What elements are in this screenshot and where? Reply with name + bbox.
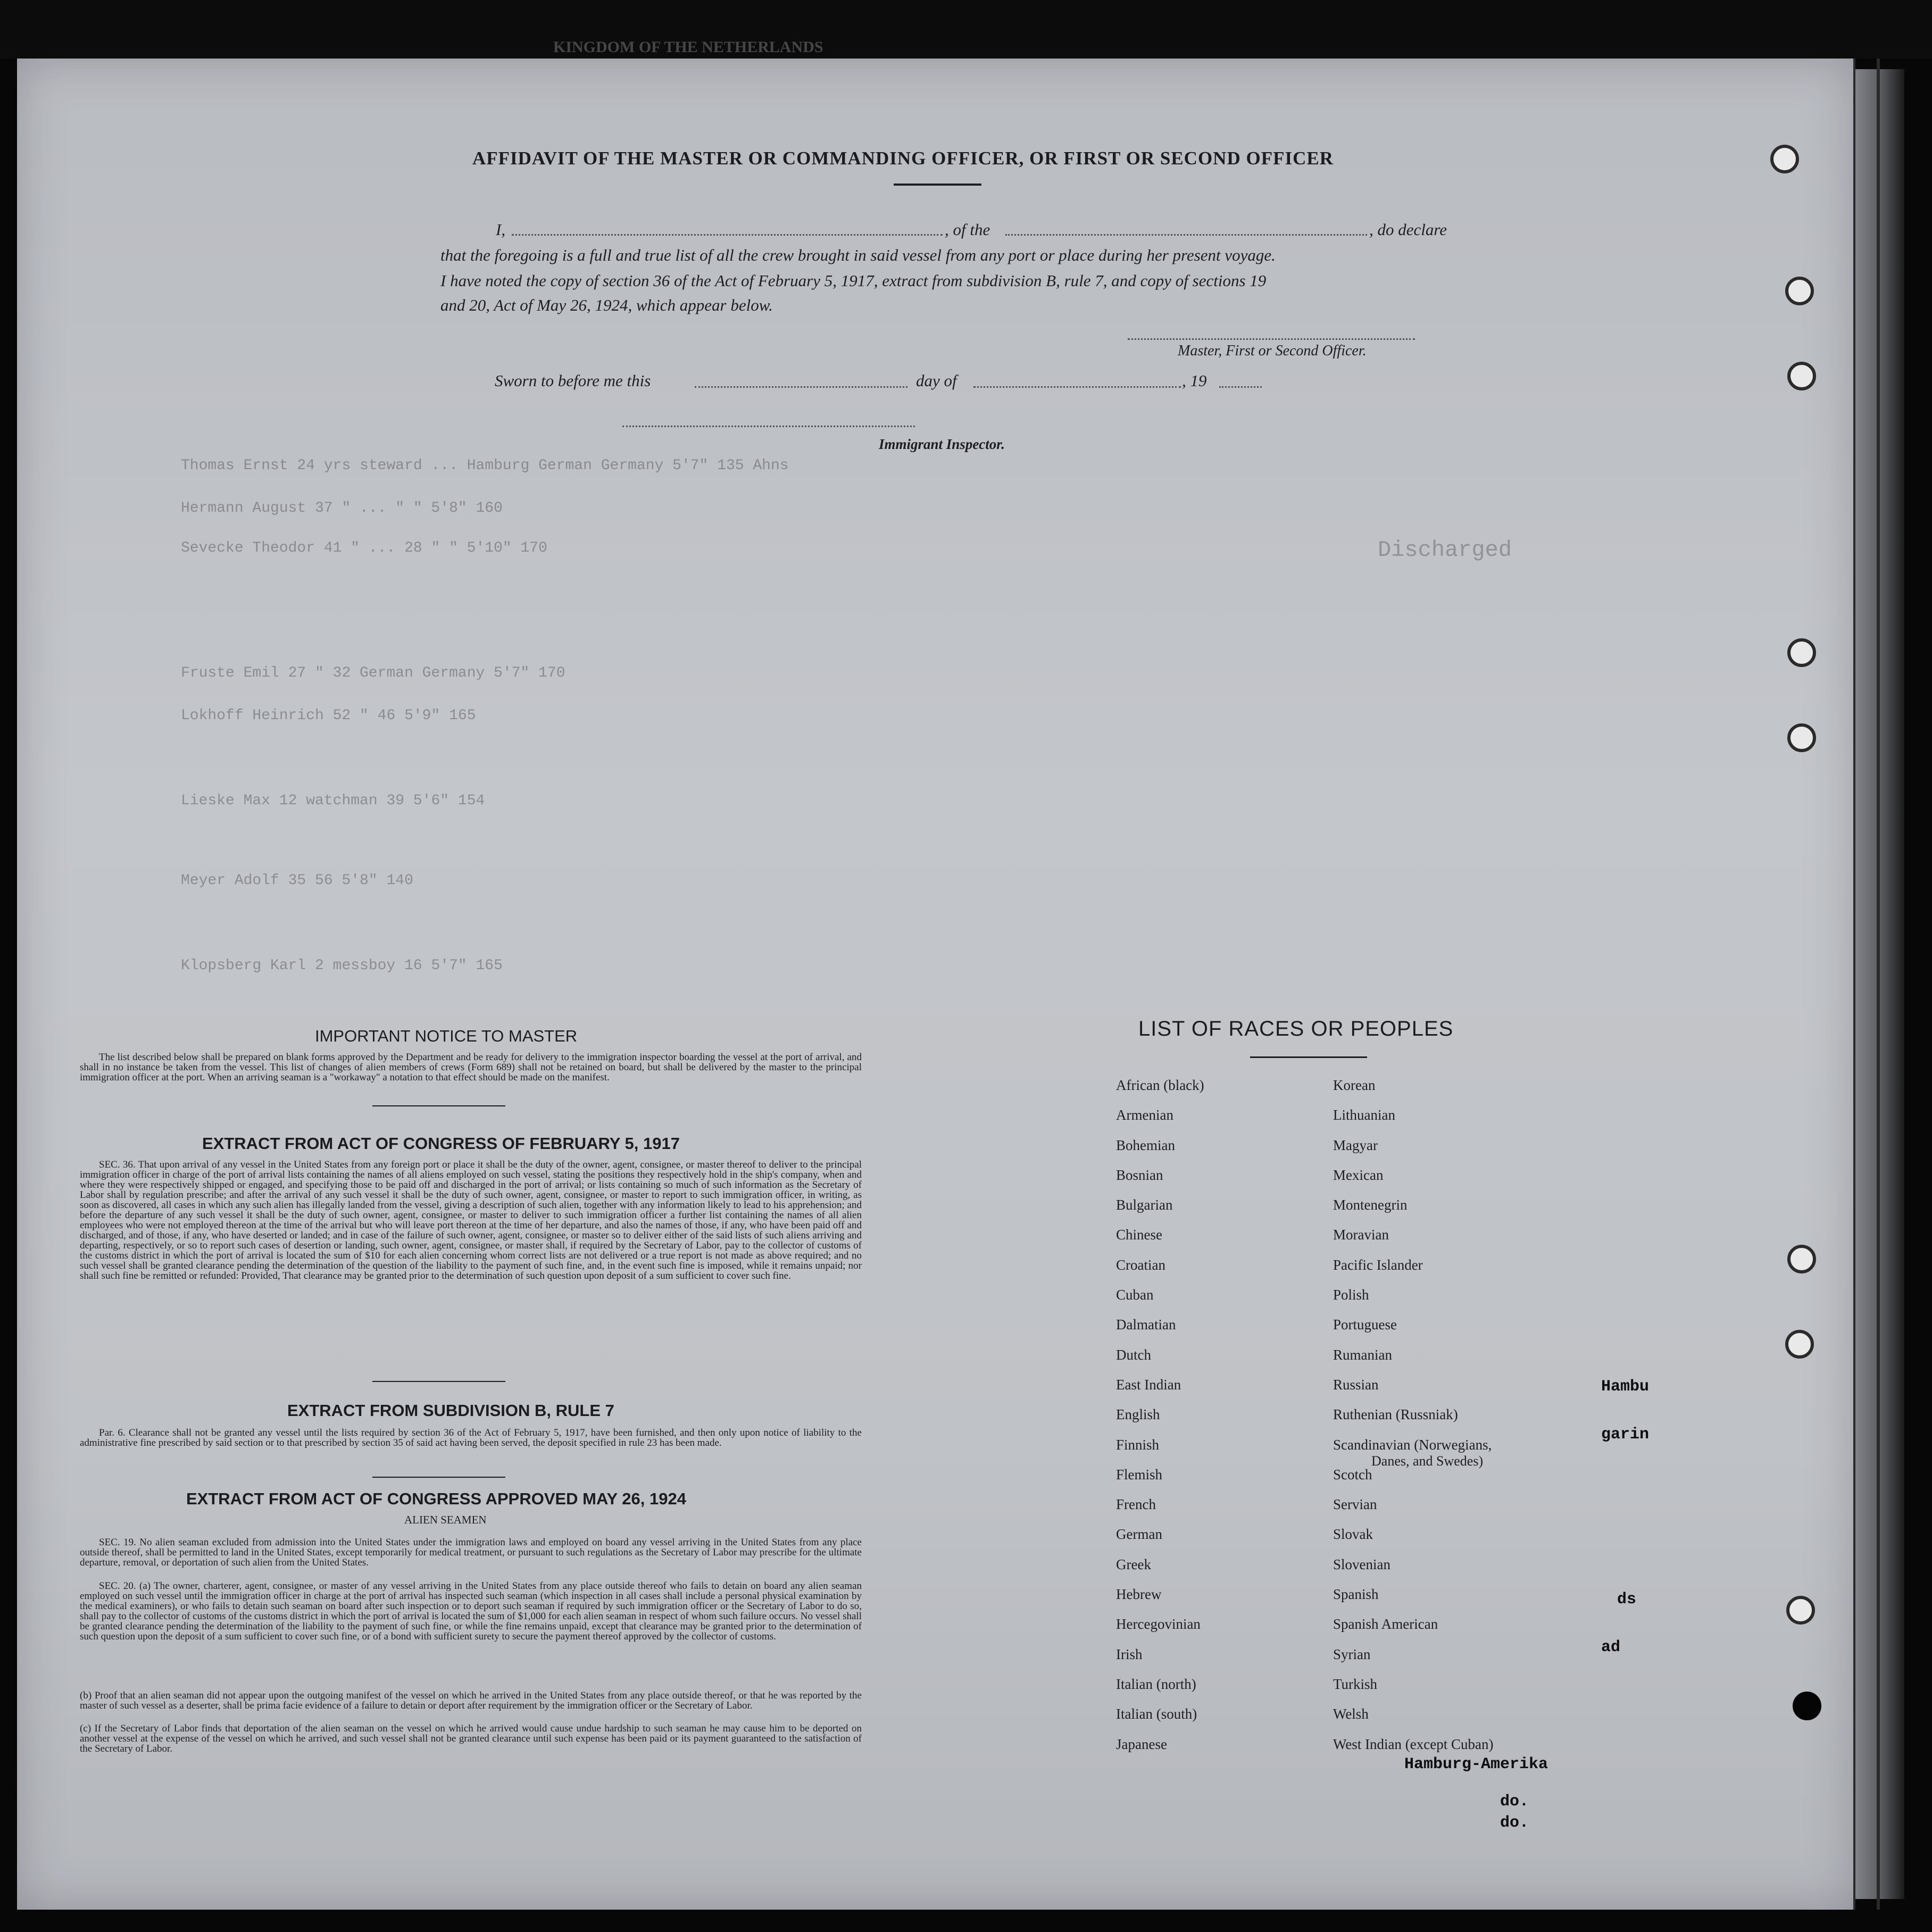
sec-20b-text: (b) Proof that an alien seaman did not appear upon the outgoing manifest of the vessel on which he arrived in the United States from any place outside thereof, or that he was reported by the master of such vessel as a deserter, shall be prima facie evidence of a failure to detain or deport after requirement by the immigration officer or the Secretary of Labor. <box>80 1690 862 1711</box>
race-item: Bosnian <box>1116 1167 1163 1183</box>
vessel-name-field[interactable] <box>1005 234 1367 236</box>
race-item: Mexican <box>1333 1167 1384 1183</box>
race-item: Lithuanian <box>1333 1107 1395 1123</box>
race-item: Croatian <box>1116 1256 1165 1273</box>
bleed-through-manifest-row: Lokhoff Heinrich 52 " 46 5'9" 165 <box>181 707 476 724</box>
notice-body: The list described below shall be prepared on blank forms approved by the Department and be ready for delivery to the immigration inspector boarding the vessel at the port of arrival, and shall in no instance be taken from the vessel. This list of changes of alien members of crews (Form 689) shall not be retained on board, but shall be delivered by the master to the principal immigration officer at the port. When an arriving seaman is a "workaway" a notation to that effect should be made on the manifest. <box>80 1052 862 1083</box>
race-item: Italian (south) <box>1116 1706 1197 1722</box>
typed-text: Hambu <box>1601 1378 1650 1396</box>
inspector-label: Immigrant Inspector. <box>879 436 1005 452</box>
sec-20a-text: SEC. 20. (a) The owner, charterer, agent, consignee, or master of any vessel arriving in the United States from any place outside thereof who fails to detain on board any alien seaman employed on such vessel until the immigration officer in charge at the port of arrival has inspected such seaman (which inspection in all cases shall include a personal physical examination by the medical examiners), or who fails to detain such seaman on board after such inspection or to deport such seaman if required by such immigration officer or the Secretary of Labor to do so, shall pay to the collector of customs of the customs district in which the port of arrival is located the sum of $1,000 for each alien seaman in respect of whom such failure occurs. No vessel shall be granted clearance pending the determination of the liability to the payment of such fine, or while the fine remains unpaid, except that clearance may be granted prior to the determination of such question upon the deposit of a sum sufficient to cover such fine, or of a bond with sufficient surety to secure the payment thereof approved by the collector of customs. <box>80 1580 862 1642</box>
typed-text: garin <box>1601 1426 1650 1444</box>
sworn-label: Sworn to before me this <box>495 371 651 390</box>
subdivision-b-title: EXTRACT FROM SUBDIVISION B, RULE 7 <box>287 1401 614 1420</box>
races-list-right <box>1333 1078 1493 1767</box>
race-item: Slovak <box>1333 1526 1373 1543</box>
master-signature-field[interactable] <box>1128 338 1415 340</box>
notice-title: IMPORTANT NOTICE TO MASTER <box>315 1027 578 1045</box>
race-item: Italian (north) <box>1116 1676 1196 1692</box>
sec-20c-text: (c) If the Secretary of Labor finds that deportation of the alien seaman on the vessel on which he arrived would cause undue hardship to such seaman he may cause him to be deported on another vessel at the expense of the vessel on which he arrived, and such vessel shall not be granted clearance until such expense has been paid or its payment guaranteed to the satisfaction of the Secretary of Labor. <box>80 1723 862 1754</box>
bleed-through-manifest-row: Meyer Adolf 35 56 5'8" 140 <box>181 872 413 889</box>
race-item: Finnish <box>1116 1436 1160 1453</box>
punch-hole <box>1787 362 1816 390</box>
extract-1924-title: EXTRACT FROM ACT OF CONGRESS APPROVED MAY 26, 1924 <box>186 1489 686 1508</box>
race-item: Dalmatian <box>1116 1317 1176 1333</box>
race-item: Bulgarian <box>1116 1197 1173 1213</box>
race-item: Servian <box>1333 1496 1377 1513</box>
bleed-through-manifest-row: Hermann August 37 " ... " " 5'8" 160 <box>181 500 503 517</box>
typed-text: ad <box>1601 1638 1621 1656</box>
race-item: Spanish <box>1333 1586 1379 1603</box>
declarant-name-field[interactable] <box>512 234 943 236</box>
subdivision-b-body: Par. 6. Clearance shall not be granted any vessel until the lists required by section 36 of the Act of February 5, 1917, have been furnished, and then only upon notice of liability to the administrative fine prescribed by said section or to that prescribed by section 35 of said act having been served, the deposit specified in rule 23 has been made. <box>80 1427 862 1448</box>
do-declare-label: , do declare <box>1369 220 1447 239</box>
race-item: Slovenian <box>1333 1556 1390 1572</box>
scan-border-top <box>0 0 1932 59</box>
races-title: LIST OF RACES OR PEOPLES <box>1138 1017 1454 1040</box>
race-item: African (black) <box>1116 1077 1204 1093</box>
punch-hole <box>1787 1245 1816 1273</box>
race-item: Russian <box>1333 1376 1379 1393</box>
affidavit-title: AFFIDAVIT OF THE MASTER OR COMMANDING OFFICER, OR FIRST OR SECOND OFFICER <box>472 148 1334 169</box>
race-item: Portuguese <box>1333 1317 1397 1333</box>
race-item: French <box>1116 1496 1156 1513</box>
race-item: Korean <box>1333 1077 1376 1093</box>
bleed-through-manifest-row: Sevecke Theodor 41 " ... 28 " " 5'10" 170 <box>181 540 547 556</box>
races-title-rule <box>1250 1056 1367 1058</box>
section-divider <box>372 1105 505 1106</box>
typed-text: Hamburg-Amerika <box>1404 1755 1548 1773</box>
race-item: Moravian <box>1333 1227 1389 1243</box>
race-item: Bohemian <box>1116 1137 1175 1153</box>
affidavit-line-4: and 20, Act of May 26, 1924, which appear below. <box>440 296 773 314</box>
punch-hole <box>1787 723 1816 752</box>
race-item: Japanese <box>1116 1736 1167 1752</box>
of-the-label: , of the <box>945 220 990 239</box>
race-item: Spanish American <box>1333 1616 1438 1633</box>
race-item: Hercegovinian <box>1116 1616 1201 1633</box>
bleed-through-note: Discharged <box>1378 537 1512 563</box>
typed-text: ds <box>1617 1590 1637 1609</box>
punch-hole <box>1785 1330 1814 1359</box>
year-label: , 19 <box>1182 371 1207 390</box>
race-item: Syrian <box>1333 1646 1371 1662</box>
race-item: Scotch <box>1333 1466 1372 1483</box>
day-of-label: day of <box>916 371 957 390</box>
punch-hole <box>1785 277 1814 305</box>
race-item: Welsh <box>1333 1706 1369 1722</box>
top-bleed-text: KINGDOM OF THE NETHERLANDS <box>553 38 823 56</box>
typed-text: do. <box>1500 1793 1529 1811</box>
race-item: Rumanian <box>1333 1346 1392 1363</box>
sworn-day-field[interactable] <box>695 386 907 388</box>
extract-1917-body: SEC. 36. That upon arrival of any vessel in the United States from any foreign port or place it shall be the duty of the owner, agent, consignee, or master thereof to deliver to the principal immigration officer in charge of the port of arrival lists containing the names of all aliens employed on such vessel, stating the positions they respectively hold in the ship's company, when and where they were respectively shipped or engaged, and specifying those to be paid off and discharged in the port of arrival; or lists containing so much of such information as the Secretary of Labor shall by regulation prescribe; and after the arrival of any such vessel it shall be the duty of such owner, agent, consignee, or master to report to such immigration officer, in writing, as soon as discovered, all cases in which any such alien has illegally landed from the vessel, giving a description of such alien, together with any information likely to lead to his apprehension; and before the departure of any such vessel it shall be the duty of such owner, agent, consignee, or master to deliver to such immigration officer a further list containing the names of all alien employees who were not employed thereon at the time of the arrival but who will leave port thereon at the time of her departure, and also the names of those, if any, who have been paid off and discharged, and of those, if any, who have deserted or landed; and in case of the failure of such owner, agent, consignee, or master so to deliver either of the said lists of such aliens arriving and departing, respectively, or so to report such cases of desertion or landing, such owner, agent, consignee, or master shall, if required by the Secretary of Labor, pay to the collector of customs of the customs district in which the port of arrival is located the sum of $10 for each alien concerning whom correct lists are not delivered or a true report is not made as above required; and no such vessel shall be granted clearance pending the determination of the question of the liability to the payment of such fine, and, in the event such fine is imposed, while it remains unpaid; nor shall such fine be remitted or refunded: Provided, That clearance may be granted prior to the determination of such question upon deposit of a sum sufficient to cover such fine. <box>80 1159 862 1281</box>
race-item: Irish <box>1116 1646 1143 1662</box>
race-item: Scandinavian (Norwegians, <box>1333 1436 1492 1453</box>
title-rule <box>894 184 981 186</box>
sworn-month-field[interactable] <box>973 386 1181 388</box>
sec-19-text: SEC. 19. No alien seaman excluded from admission into the United States under the immigration laws and employed on board any vessel arriving in the United States from any place outside thereof, shall be permitted to land in the United States, except temporarily for medical treatment, or pursuant to such regulations as the Secretary of Labor may prescribe for the ultimate departure, removal, or deportation of such alien from the United States. <box>80 1537 862 1568</box>
bleed-through-manifest-row: Thomas Ernst 24 yrs steward ... Hamburg German Germany 5'7" 135 Ahns <box>181 457 789 474</box>
section-divider <box>372 1381 505 1382</box>
sworn-year-field[interactable] <box>1219 386 1262 388</box>
alien-seamen-subtitle: ALIEN SEAMEN <box>404 1513 487 1526</box>
race-item: Magyar <box>1333 1137 1378 1153</box>
extract-1917-title: EXTRACT FROM ACT OF CONGRESS OF FEBRUARY 5, 1917 <box>202 1134 680 1153</box>
race-item: German <box>1116 1526 1162 1543</box>
race-item: Chinese <box>1116 1227 1162 1243</box>
race-item: East Indian <box>1116 1376 1181 1393</box>
typed-text: do. <box>1500 1814 1529 1832</box>
race-item: Dutch <box>1116 1346 1151 1363</box>
bleed-through-manifest-row: Lieske Max 12 watchman 39 5'6" 154 <box>181 793 485 809</box>
race-item: Hebrew <box>1116 1586 1162 1603</box>
inspector-signature-field[interactable] <box>622 426 915 427</box>
section-divider <box>372 1477 505 1478</box>
punch-hole <box>1787 638 1816 667</box>
page-edge-strip <box>1877 59 1880 1910</box>
bleed-through-manifest-row: Klopsberg Karl 2 messboy 16 5'7" 165 <box>181 957 503 974</box>
race-item: West Indian (except Cuban) <box>1333 1736 1494 1752</box>
master-signature-label: Master, First or Second Officer. <box>1178 343 1367 359</box>
race-item: Polish <box>1333 1287 1369 1303</box>
race-item: English <box>1116 1406 1160 1423</box>
bleed-through-manifest-row: Fruste Emil 27 " 32 German Germany 5'7" 170 <box>181 665 565 681</box>
race-item: Montenegrin <box>1333 1197 1408 1213</box>
race-item: Pacific Islander <box>1333 1256 1423 1273</box>
race-item: Greek <box>1116 1556 1151 1572</box>
race-item: Flemish <box>1116 1466 1163 1483</box>
declarant-label: I, <box>496 220 506 239</box>
punch-hole <box>1770 145 1799 173</box>
race-item: Armenian <box>1116 1107 1173 1123</box>
affidavit-line-3: I have noted the copy of section 36 of the Act of February 5, 1917, extract from subdivision B, rule 7, and copy of sections 19 <box>440 271 1267 290</box>
races-continuation: Danes, and Swedes) <box>1371 1453 1484 1469</box>
race-item: Cuban <box>1116 1287 1154 1303</box>
race-item: Turkish <box>1333 1676 1378 1692</box>
punch-hole <box>1793 1692 1821 1720</box>
race-item: Ruthenian (Russniak) <box>1333 1406 1458 1423</box>
affidavit-line-2: that the foregoing is a full and true list of all the crew brought in said vessel from any port or place during her present voyage. <box>440 246 1276 264</box>
races-list-left <box>1116 1078 1204 1767</box>
punch-hole <box>1786 1596 1815 1625</box>
